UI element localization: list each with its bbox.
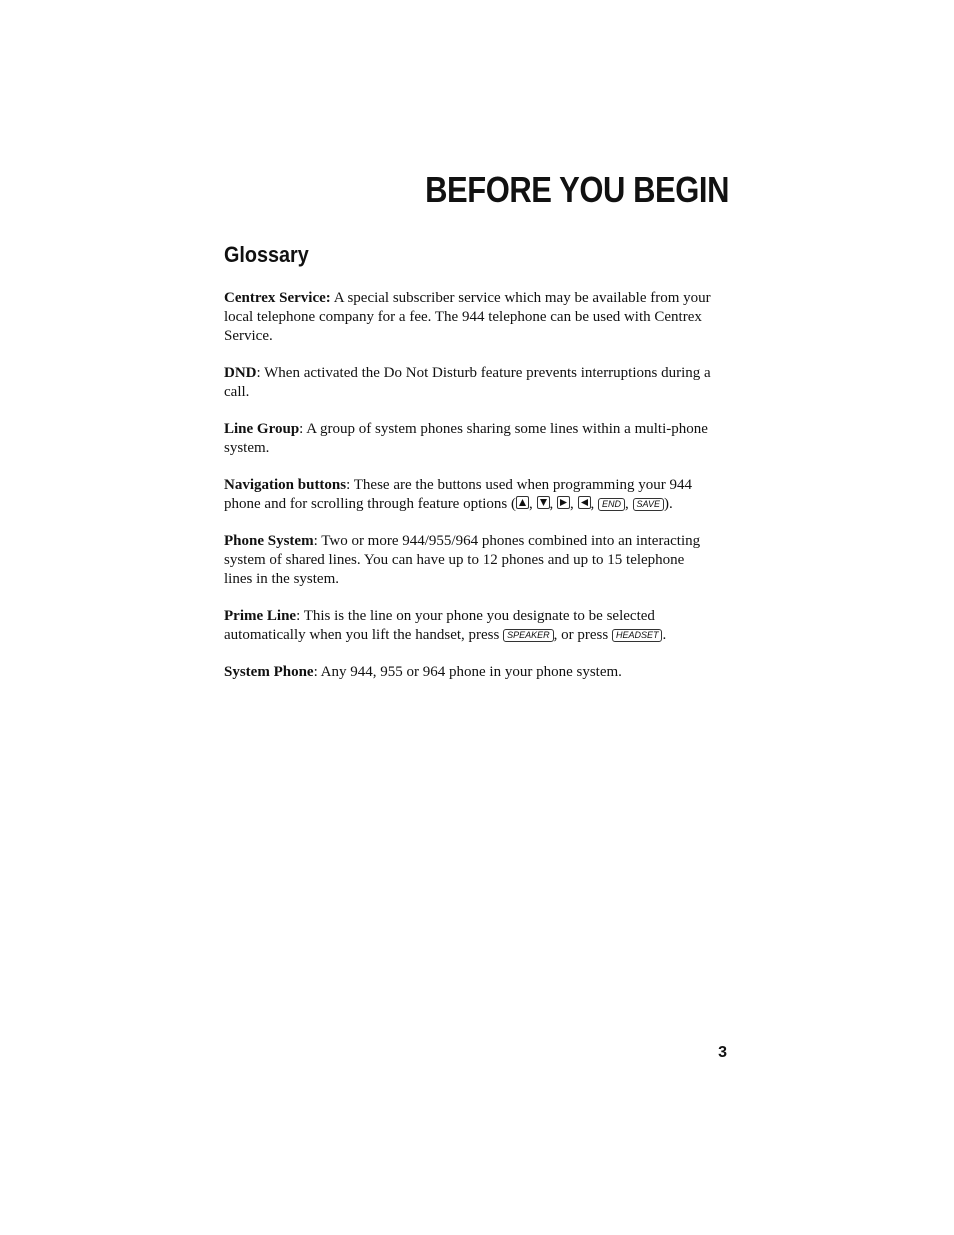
down-arrow-icon <box>537 496 550 509</box>
glossary-term: Line Group <box>224 421 300 437</box>
closing-text: . <box>662 627 667 643</box>
glossary-definition-continued: , or press <box>553 627 612 643</box>
glossary-definition: A special subscriber service which may be available from your local telephone company for a fee. The 944 telephone can be used with Centrex Service. <box>224 290 711 344</box>
glossary-definition: : These are the buttons used when programming your 944 phone and for scrolling through feature options ( <box>224 477 693 512</box>
glossary-entry-dnd <box>224 364 716 402</box>
page-number: 3 <box>718 1044 727 1061</box>
glossary-term: Phone System <box>224 533 314 549</box>
glossary-definition: : Any 944, 955 or 964 phone in your phone system. <box>313 664 622 680</box>
section-title: Glossary <box>224 242 309 267</box>
glossary-term: System Phone <box>224 664 314 680</box>
separator: , <box>625 496 633 512</box>
glossary-definition: : Two or more 944/955/964 phones combined into an interacting system of shared lines. You can have up to 12 phones and up to 15 telephone lines in the system. <box>224 533 701 587</box>
separator: , <box>529 496 537 512</box>
glossary-list <box>224 289 716 700</box>
glossary-entry-phone-system <box>224 532 716 589</box>
glossary-entry-line-group <box>224 420 716 458</box>
separator: , <box>549 496 558 512</box>
end-key-icon: END <box>598 498 625 511</box>
chapter-title: BEFORE YOU BEGIN <box>425 169 729 210</box>
glossary-definition: : A group of system phones sharing some lines within a multi-phone system. <box>224 421 708 456</box>
glossary-term: Navigation buttons <box>224 477 347 493</box>
up-arrow-icon <box>516 496 529 509</box>
right-arrow-icon <box>557 496 570 509</box>
headset-key-icon: HEADSET <box>612 629 663 642</box>
glossary-term: Centrex Service: <box>224 290 331 306</box>
save-key-icon: SAVE <box>633 498 665 511</box>
glossary-entry-centrex-service <box>224 289 716 346</box>
glossary-term: DND <box>224 365 257 381</box>
glossary-definition: : This is the line on your phone you designate to be selected automatically when you lift the handset, press <box>224 608 655 643</box>
speaker-key-icon: SPEAKER <box>503 629 554 642</box>
glossary-entry-navigation-buttons <box>224 476 716 514</box>
separator: , <box>570 496 578 512</box>
separator: , <box>590 496 599 512</box>
closing-text: ). <box>664 496 673 512</box>
glossary-entry-prime-line <box>224 607 716 645</box>
glossary-entry-system-phone <box>224 663 716 682</box>
left-arrow-icon <box>578 496 591 509</box>
glossary-definition: : When activated the Do Not Disturb feature prevents interruptions during a call. <box>224 365 711 400</box>
glossary-term: Prime Line <box>224 608 297 624</box>
